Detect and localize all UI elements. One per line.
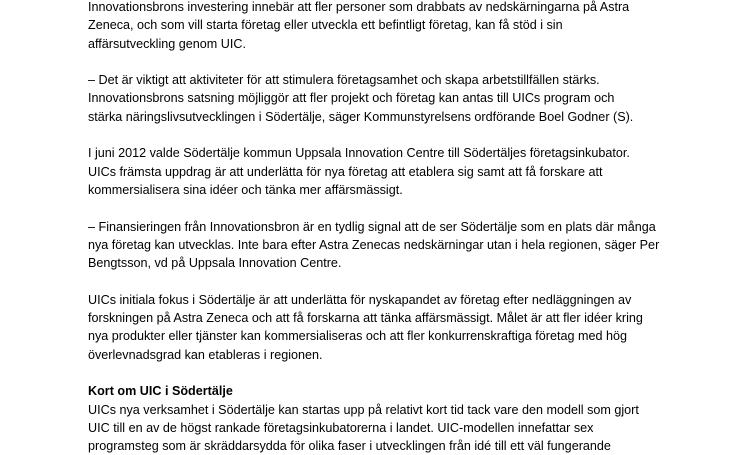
paragraph-uic-initial-focus: UICs initiala fokus i Södertälje är att underlätta för nyskapandet av företag efter nedläggningen av forskningen på Astra Zeneca och att få forskarna att tänka affärsmässigt. Målet är att fler idéer kring nya produkter eller tjänster kan kommersialiseras och att fler konkurrenskraftiga företag med hög överlevnadsgrad kan etableras i regionen. bbox=[88, 292, 643, 362]
document-body bbox=[88, 0, 728, 455]
paragraph-quote-boel-godner: – Det är viktigt att aktiviteter för att stimulera företagsamhet och skapa arbetstillfällen stärks. Innovationsbrons satsning möjliggör att fler projekt och företag kan antas till UICs program och stärka näringslivsutvecklingen i Södertälje, säger Kommunstyrelsens ordförande Boel Godner (S). bbox=[88, 73, 634, 124]
paragraph-quote-per-bengtsson: – Finansieringen från Innovationsbron är en tydlig signal att de ser Södertälje som en plats där många nya företag kan utvecklas. Inte bara efter Astra Zenecas nedskärningar utan i hela regionen, säger Per Bengtsson, vd på Uppsala Innovation Centre. bbox=[88, 219, 660, 271]
section-heading: Kort om UIC i Södertälje bbox=[88, 384, 233, 399]
paragraph-innovationsbron-investment: Innovationsbrons investering innebär att fler personer som drabbats av nedskärningarna på Astra Zeneca, och som vill starta företag eller utveckla ett befintligt företag, kan få stöd i sin affärsutveckling genom UIC. bbox=[88, 0, 630, 51]
section-body: UICs nya verksamhet i Södertälje kan startas upp på relativt kort tid tack vare den modell som gjort UIC till en av de högst rankade företagsinkubatorerna i landet. UIC-modellen innefattar sex programsteg som är skräddarsydda för olika faser i utvecklingen från idé till ett väl fungerande bbox=[88, 402, 639, 454]
paragraph-uic-selection-2012: I juni 2012 valde Södertälje kommun Uppsala Innovation Centre till Södertäljes företagsinkubator. UICs främsta uppdrag är att underlätta för nya företag att etablera sig samt att få forskare att kommersialisera sina idéer och tänka mer affärsmässigt. bbox=[88, 146, 630, 197]
